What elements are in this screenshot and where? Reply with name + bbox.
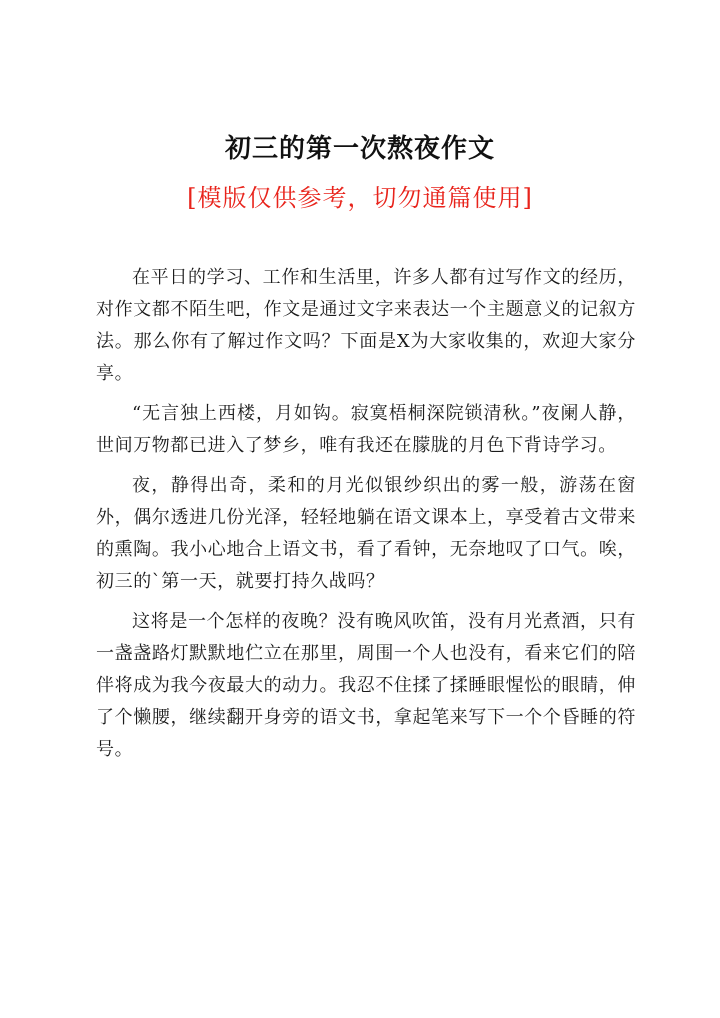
paragraph-intro: 在平日的学习、工作和生活里，许多人都有过写作文的经历，对作文都不陌生吧，作文是通过文字来表达一个主题意义的记叙方法。那么你有了解过作文吗？下面是X为大家收集的，欢迎大家分享。 — [96, 267, 636, 384]
essay-body — [96, 262, 636, 774]
paragraph-poem: “无言独上西楼，月如钩。寂寞梧桐深院锁清秋。”夜阑人静，世间万物都已进入了梦乡，唯有我还在朦胧的月色下背诗学习。 — [96, 403, 636, 456]
document-title: 初三的第一次熬夜作文 — [224, 134, 495, 164]
paragraph-night: 夜，静得出奇，柔和的月光似银纱织出的雾一般，游荡在窗外，偶尔透进几份光泽，轻轻地躺在语文课本上，享受着古文带来的熏陶。我小心地合上语文书，看了看钟，无奈地叹了口气。唉，初三的`第一天，就要打持久战吗？ — [96, 475, 636, 592]
template-notice: [模版仅供参考，切勿通篇使用] — [187, 184, 533, 212]
paragraph-evening: 这将是一个怎样的夜晚？没有晚风吹笛，没有月光煮酒，只有一盏盏路灯默默地伫立在那里，周围一个人也没有，看来它们的陪伴将成为我今夜最大的动力。我忍不住揉了揉睡眼惺忪的眼睛，伸了个懒腰，继续翻开身旁的语文书，拿起笔来写下一个个昏睡的符号。 — [96, 611, 636, 760]
